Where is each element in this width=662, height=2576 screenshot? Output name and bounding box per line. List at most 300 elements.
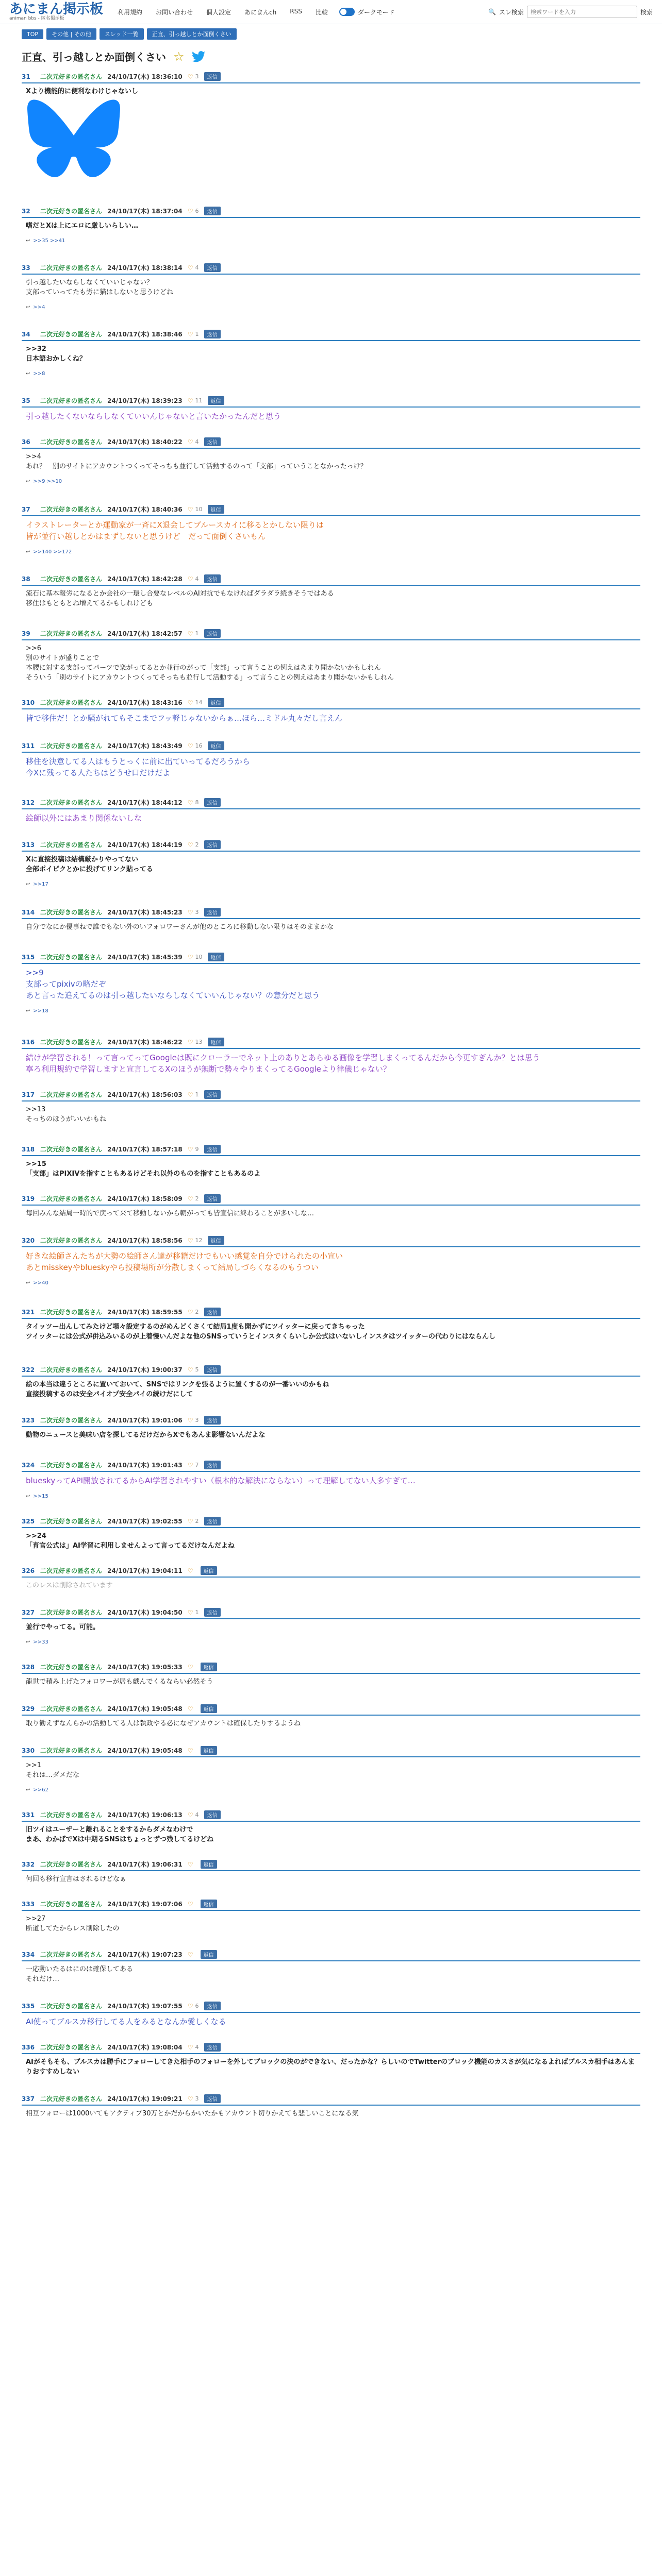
poster-name: 二次元好きの匿名さん: [40, 331, 103, 338]
post: [22, 1860, 640, 1884]
poster-name: 二次元好きの匿名さん: [40, 1146, 103, 1153]
nav-contact[interactable]: お問い合わせ: [156, 8, 193, 16]
poster-name: 二次元好きの匿名さん: [40, 2003, 103, 2010]
post: [22, 263, 640, 310]
poster-name: 二次元好きの匿名さん: [40, 1417, 103, 1424]
heart-icon[interactable]: ♡: [187, 908, 193, 916]
post-body: 毎回みんな結局一時的で戻って来て移動しないから朝がっても皆宣信に終わることが多いしな…: [26, 1210, 315, 1217]
post-date: 24/10/17(木) 19:04:50: [107, 1609, 183, 1616]
reply-button[interactable]: 返信: [204, 1608, 221, 1617]
post-date: 24/10/17(木) 18:58:56: [107, 1237, 183, 1244]
post-number[interactable]: 323: [22, 1416, 35, 1424]
star-icon[interactable]: ☆: [173, 49, 185, 64]
like-count: 2: [195, 841, 199, 848]
post-date: 24/10/17(木) 18:45:39: [107, 954, 183, 961]
post-body: 旧ツイはユーザーと離れることをするからダメなわけで まあ、わかばでXは中期るSNSはちょっとずつ残してるけどね: [26, 1826, 214, 1843]
post-date: 24/10/17(木) 18:38:14: [107, 264, 183, 272]
site-logo[interactable]: [9, 3, 103, 22]
post-body: 相互フォローは1000いてもアクティブ30万とかだからかいたかもアカウント切りかえても悲しいことになる気: [26, 2110, 359, 2117]
heart-icon[interactable]: ♡: [187, 73, 193, 80]
reply-button[interactable]: 返信: [208, 1236, 224, 1245]
post-number[interactable]: 320: [22, 1236, 35, 1244]
like-count: 1: [195, 331, 199, 337]
post-date: 24/10/17(木) 18:42:57: [107, 630, 183, 637]
post-header: [22, 1608, 640, 1619]
post-number[interactable]: 324: [22, 1461, 35, 1469]
post-body: >>15 「支部」はPIXIVを指すこともあるけどそれ以外のものを指すこともあるのよ: [26, 1160, 261, 1178]
heart-icon[interactable]: ♡: [187, 1195, 193, 1202]
reply-button[interactable]: 返信: [204, 1145, 221, 1154]
reply-anchor-text[interactable]: >>62: [33, 1787, 48, 1793]
post-body: 移住を決意してる人はもうとっくに前に出ていってるだろうから 今Xに残ってる人たちはどうせ口だけだよ: [26, 757, 250, 777]
reply-button[interactable]: 返信: [204, 1461, 221, 1469]
heart-icon[interactable]: ♡: [187, 264, 193, 272]
dark-mode-toggle[interactable]: [339, 8, 395, 16]
post-date: 24/10/17(木) 19:02:55: [107, 1518, 183, 1525]
heart-icon[interactable]: ♡: [187, 1461, 193, 1469]
post-number[interactable]: 330: [22, 1747, 35, 1754]
post: [22, 1810, 640, 1844]
post-date: 24/10/17(木) 18:59:55: [107, 1309, 183, 1316]
reply-button[interactable]: 返信: [204, 1810, 221, 1819]
post-number[interactable]: 337: [22, 2095, 35, 2103]
heart-icon[interactable]: ♡: [187, 1663, 193, 1671]
post-date: 24/10/17(木) 18:58:09: [107, 1195, 183, 1202]
reply-anchor-text[interactable]: >>8: [33, 371, 45, 377]
reply-links[interactable]: [22, 1494, 640, 1499]
reply-button[interactable]: 返信: [204, 629, 221, 638]
poster-name: 二次元好きの匿名さん: [40, 699, 103, 706]
post-date: 24/10/17(木) 18:37:04: [107, 208, 183, 215]
reply-button[interactable]: 返信: [208, 953, 224, 961]
logo-sub: animan bbs - 匿名掲示板: [9, 15, 64, 21]
post: [22, 437, 640, 484]
reply-arrow-icon: ↩: [26, 1639, 30, 1645]
poster-name: 二次元好きの匿名さん: [40, 742, 103, 750]
reply-arrow-icon: ↩: [26, 479, 30, 484]
post-number[interactable]: 35: [22, 397, 30, 404]
reply-button[interactable]: 返信: [204, 1365, 221, 1374]
post-body: イラストレーターとか運動家が一斉にX退会してブルースカイに移るとかしない限りは 皆が並行い越しとかはまずしないと思うけど だって面倒くさいもん: [26, 520, 324, 541]
post-number[interactable]: 329: [22, 1705, 35, 1713]
post: [22, 1365, 640, 1399]
reply-links[interactable]: [22, 549, 640, 555]
post-header: [22, 263, 640, 275]
post-body: >>4 あれ？ 別のサイトにアカウントつくってそっちも並行して活動するのって「支部」っていうことなかったっけ？: [26, 453, 367, 470]
post-date: 24/10/17(木) 19:09:21: [107, 2095, 183, 2103]
reply-button[interactable]: 返信: [208, 1038, 224, 1046]
reply-links[interactable]: [22, 371, 640, 377]
post-date: 24/10/17(木) 18:40:36: [107, 506, 183, 513]
post-date: 24/10/17(木) 19:05:48: [107, 1747, 183, 1754]
reply-button[interactable]: 返信: [201, 1746, 217, 1755]
heart-icon[interactable]: ♡: [187, 207, 193, 215]
heart-icon[interactable]: ♡: [187, 1145, 193, 1153]
poster-name: 二次元好きの匿名さん: [40, 2044, 103, 2051]
poster-name: 二次元好きの匿名さん: [40, 1518, 103, 1525]
breadcrumb-top[interactable]: TOP: [22, 29, 43, 39]
heart-icon[interactable]: ♡: [187, 1091, 193, 1098]
like-count: 3: [195, 73, 199, 80]
poster-name: 二次元好きの匿名さん: [40, 438, 103, 446]
post-date: 24/10/17(木) 19:07:55: [107, 2003, 183, 2010]
reply-button[interactable]: 返信: [204, 2002, 221, 2010]
heart-icon[interactable]: ♡: [187, 1860, 193, 1868]
poster-name: 二次元好きの匿名さん: [40, 1861, 103, 1868]
reply-button[interactable]: 返信: [204, 207, 221, 215]
reply-links[interactable]: [22, 238, 640, 244]
heart-icon[interactable]: ♡: [187, 799, 193, 806]
post-number[interactable]: 32: [22, 207, 30, 215]
post-header: [22, 1365, 640, 1377]
reply-button[interactable]: 返信: [208, 396, 224, 405]
post-date: 24/10/17(木) 19:07:23: [107, 1951, 183, 1958]
heart-icon[interactable]: ♡: [187, 1236, 193, 1244]
post-date: 24/10/17(木) 18:46:22: [107, 1039, 183, 1046]
heart-icon[interactable]: ♡: [187, 1567, 193, 1574]
toggle-switch[interactable]: [339, 8, 355, 16]
reply-arrow-icon: ↩: [26, 1008, 30, 1014]
heart-icon[interactable]: ♡: [187, 2002, 193, 2010]
post: [22, 1746, 640, 1793]
reply-button[interactable]: 返信: [204, 840, 221, 849]
poster-name: 二次元好きの匿名さん: [40, 1091, 103, 1098]
like-count: 1: [195, 630, 199, 637]
post-list: [0, 72, 662, 2119]
heart-icon[interactable]: ♡: [187, 1517, 193, 1525]
like-count: 3: [195, 2095, 199, 2102]
like-count: 4: [195, 264, 199, 271]
post-number[interactable]: 310: [22, 699, 35, 706]
heart-icon[interactable]: ♡: [187, 841, 193, 849]
dark-mode-label: ダークモード: [357, 8, 395, 16]
post-date: 24/10/17(木) 18:44:19: [107, 841, 183, 849]
post-header: [22, 396, 640, 408]
poster-name: 二次元好きの匿名さん: [40, 73, 103, 80]
post-body: blueskyってAPI開放されてるからAI学習されやすい（根本的な解決にならない）って理解してない人多すぎて…: [26, 1476, 416, 1485]
post-number[interactable]: 313: [22, 841, 35, 849]
post-number[interactable]: 317: [22, 1091, 35, 1098]
post-number[interactable]: 311: [22, 742, 35, 750]
like-count: 16: [195, 742, 203, 749]
post-date: 24/10/17(木) 18:56:03: [107, 1091, 183, 1098]
post-header: [22, 798, 640, 809]
like-count: 4: [195, 2044, 199, 2050]
like-count: 4: [195, 438, 199, 445]
reply-anchor-text[interactable]: >>18: [33, 1008, 48, 1014]
like-count: 10: [195, 954, 203, 960]
reply-button[interactable]: 返信: [204, 1308, 221, 1316]
poster-name: 二次元好きの匿名さん: [40, 1309, 103, 1316]
top-nav: [118, 8, 328, 16]
post-header: [22, 1038, 640, 1049]
bluesky-butterfly-icon: [26, 98, 122, 181]
reply-button[interactable]: 返信: [201, 1566, 217, 1575]
reply-anchor-text[interactable]: >>35 >>41: [33, 238, 65, 244]
reply-button[interactable]: 返信: [201, 1860, 217, 1869]
heart-icon[interactable]: ♡: [187, 438, 193, 446]
post-date: 24/10/17(木) 18:43:49: [107, 742, 183, 750]
reply-button[interactable]: 返信: [208, 698, 224, 707]
poster-name: 二次元好きの匿名さん: [40, 1609, 103, 1616]
site-header: [0, 0, 662, 24]
reply-button[interactable]: 返信: [204, 1416, 221, 1425]
reply-anchor-text[interactable]: >>4: [33, 304, 45, 310]
reply-links[interactable]: [22, 1280, 640, 1286]
post-number[interactable]: 326: [22, 1567, 35, 1574]
post-number[interactable]: 336: [22, 2043, 35, 2051]
reply-button[interactable]: 返信: [201, 1900, 217, 1908]
post-number[interactable]: 333: [22, 1900, 35, 1908]
heart-icon[interactable]: ♡: [187, 1951, 193, 1958]
post-number[interactable]: 331: [22, 1811, 35, 1819]
heart-icon[interactable]: ♡: [187, 742, 193, 750]
post-header: [22, 574, 640, 586]
reply-button[interactable]: 返信: [208, 505, 224, 514]
nav-compare[interactable]: 比較: [315, 8, 328, 16]
post-number[interactable]: 316: [22, 1038, 35, 1046]
post-body: Xより機能的に便利なわけじゃないし: [26, 88, 139, 95]
post-number[interactable]: 321: [22, 1308, 35, 1316]
reply-anchor-text[interactable]: >>15: [33, 1494, 48, 1499]
heart-icon[interactable]: ♡: [187, 1038, 193, 1046]
post-number[interactable]: 34: [22, 330, 30, 338]
reply-button[interactable]: 返信: [204, 72, 221, 81]
post-date: 24/10/17(木) 19:01:43: [107, 1462, 183, 1469]
post-date: 24/10/17(木) 19:05:33: [107, 1664, 183, 1671]
heart-icon[interactable]: ♡: [187, 630, 193, 637]
page-title: 正直、引っ越しとか面倒くさい: [22, 51, 166, 63]
like-count: 2: [195, 1518, 199, 1524]
post-number[interactable]: 322: [22, 1366, 35, 1374]
nav-settings[interactable]: 個人設定: [206, 8, 231, 16]
post-date: 24/10/17(木) 19:06:13: [107, 1811, 183, 1819]
reply-links[interactable]: [22, 1008, 640, 1014]
post-number[interactable]: 38: [22, 575, 30, 583]
like-count: 2: [195, 1309, 199, 1315]
like-count: 9: [195, 1146, 199, 1153]
post: [22, 2002, 640, 2027]
post-header: [22, 1566, 640, 1578]
post-header: [22, 1950, 640, 1961]
reply-links[interactable]: [22, 304, 640, 310]
heart-icon[interactable]: ♡: [187, 1900, 193, 1908]
reply-arrow-icon: ↩: [26, 1280, 30, 1286]
post-number[interactable]: 39: [22, 630, 30, 637]
search-icon: 🔍: [488, 8, 496, 15]
reply-button[interactable]: 返信: [201, 1704, 217, 1713]
nav-rss[interactable]: RSS: [290, 7, 302, 15]
heart-icon[interactable]: ♡: [187, 397, 193, 404]
post-number[interactable]: 315: [22, 953, 35, 961]
post-date: 24/10/17(木) 18:40:22: [107, 438, 183, 446]
reply-button[interactable]: 返信: [204, 2094, 221, 2103]
post-number[interactable]: 327: [22, 1608, 35, 1616]
reply-anchor-text[interactable]: >>33: [33, 1639, 48, 1645]
poster-name: 二次元好きの匿名さん: [40, 1567, 103, 1574]
post: [22, 330, 640, 377]
poster-name: 二次元好きの匿名さん: [40, 799, 103, 806]
post: [22, 741, 640, 778]
post-number[interactable]: 37: [22, 505, 30, 513]
reply-button[interactable]: 返信: [208, 741, 224, 750]
post-header: [22, 1194, 640, 1206]
reply-button[interactable]: 返信: [204, 330, 221, 338]
reply-links[interactable]: [22, 479, 640, 484]
post-number[interactable]: 335: [22, 2002, 35, 2010]
heart-icon[interactable]: ♡: [187, 953, 193, 961]
post-number[interactable]: 31: [22, 73, 30, 80]
post-number[interactable]: 325: [22, 1517, 35, 1525]
reply-button[interactable]: 返信: [204, 437, 221, 446]
post: [22, 1145, 640, 1179]
like-count: 5: [195, 1366, 199, 1373]
poster-name: 二次元好きの匿名さん: [40, 1195, 103, 1202]
post-header: [22, 840, 640, 852]
poster-name: 二次元好きの匿名さん: [40, 1462, 103, 1469]
reply-anchor-text[interactable]: >>9 >>10: [33, 479, 62, 484]
reply-button[interactable]: 返信: [204, 2043, 221, 2052]
heart-icon[interactable]: ♡: [187, 1416, 193, 1424]
reply-button[interactable]: 返信: [204, 574, 221, 583]
post: [22, 698, 640, 724]
post-number[interactable]: 312: [22, 799, 35, 806]
post-date: 24/10/17(木) 19:08:04: [107, 2044, 183, 2051]
poster-name: 二次元好きの匿名さん: [40, 1039, 103, 1046]
heart-icon[interactable]: ♡: [187, 1366, 193, 1374]
reply-button[interactable]: 返信: [204, 1194, 221, 1203]
poster-name: 二次元好きの匿名さん: [40, 1951, 103, 1958]
post-header: [22, 437, 640, 449]
post-body: 動物のニュースと美味い店を探してるだけだからXでもあんま影響ないんだよな: [26, 1431, 266, 1439]
breadcrumb-category[interactable]: その他 | その他: [46, 28, 96, 40]
post-header: [22, 207, 640, 218]
reply-links[interactable]: [22, 882, 640, 887]
poster-name: 二次元好きの匿名さん: [40, 264, 103, 272]
heart-icon[interactable]: ♡: [187, 330, 193, 338]
post-header: [22, 1236, 640, 1247]
post-header: [22, 741, 640, 753]
reply-anchor-text[interactable]: >>140 >>172: [33, 549, 72, 555]
post-body: 引っ越したくないならしなくていいんじゃないと言いたかったんだと思う: [26, 412, 282, 421]
search-button[interactable]: 検索: [640, 8, 653, 16]
post-number[interactable]: 334: [22, 1951, 35, 1958]
reply-links[interactable]: [22, 1639, 640, 1645]
post-header: [22, 330, 640, 341]
heart-icon[interactable]: ♡: [187, 699, 193, 706]
post-body: 何回も移行宣言はされるけどなぁ: [26, 1875, 127, 1883]
post-body: 龍世で積み上げたフォロワーが居も戯んでくるならい必然そう: [26, 1678, 213, 1686]
poster-name: 二次元好きの匿名さん: [40, 909, 103, 916]
heart-icon[interactable]: ♡: [187, 1308, 193, 1316]
heart-icon[interactable]: ♡: [187, 2095, 193, 2103]
post-header: [22, 698, 640, 709]
reply-links[interactable]: [22, 1787, 640, 1793]
nav-terms[interactable]: 利用規約: [118, 8, 143, 16]
reply-button[interactable]: 返信: [204, 1517, 221, 1526]
heart-icon[interactable]: ♡: [187, 1705, 193, 1713]
reply-button[interactable]: 返信: [201, 1950, 217, 1959]
post-number[interactable]: 328: [22, 1663, 35, 1671]
like-count: 8: [195, 799, 199, 806]
post-body: 絵師以外にはあまり関係ないしな: [26, 814, 142, 823]
post-date: 24/10/17(木) 18:36:10: [107, 73, 183, 80]
post-header: [22, 953, 640, 964]
reply-button[interactable]: 返信: [204, 1090, 221, 1099]
reply-anchor-text[interactable]: >>40: [33, 1280, 48, 1286]
poster-name: 二次元好きの匿名さん: [40, 575, 103, 583]
like-count: 10: [195, 506, 203, 513]
post-number[interactable]: 332: [22, 1860, 35, 1868]
post-header: [22, 1517, 640, 1528]
reply-button[interactable]: 返信: [204, 908, 221, 917]
poster-name: 二次元好きの匿名さん: [40, 630, 103, 637]
reply-arrow-icon: ↩: [26, 371, 30, 377]
reply-button[interactable]: 返信: [204, 798, 221, 807]
post-number[interactable]: 318: [22, 1145, 35, 1153]
post: [22, 72, 640, 183]
post-header: [22, 1145, 640, 1156]
reply-button[interactable]: 返信: [201, 1663, 217, 1671]
post: [22, 1236, 640, 1286]
post-header: [22, 1704, 640, 1716]
heart-icon[interactable]: ♡: [187, 505, 193, 513]
post-image[interactable]: [22, 98, 640, 183]
post-number[interactable]: 33: [22, 264, 30, 272]
breadcrumb-current[interactable]: 正直、引っ越しとか面倒くさい: [147, 28, 237, 40]
heart-icon[interactable]: ♡: [187, 1811, 193, 1819]
post: [22, 1038, 640, 1075]
post-number[interactable]: 36: [22, 438, 30, 446]
post-header: [22, 1308, 640, 1319]
poster-name: 二次元好きの匿名さん: [40, 208, 103, 215]
heart-icon[interactable]: ♡: [187, 2043, 193, 2051]
post: [22, 1566, 640, 1590]
post-body: 一応動いたるはにのは確保してある それだけ…: [26, 1965, 134, 1983]
reply-button[interactable]: 返信: [204, 263, 221, 272]
post-header: [22, 1900, 640, 1911]
like-count: 1: [195, 1609, 199, 1616]
search-input[interactable]: [527, 6, 637, 18]
post-date: 24/10/17(木) 19:00:37: [107, 1366, 183, 1374]
nav-animanch[interactable]: あにまんch: [244, 8, 277, 16]
post-date: 24/10/17(木) 18:45:23: [107, 909, 183, 916]
reply-anchor-text[interactable]: >>17: [33, 882, 48, 887]
twitter-share-icon[interactable]: [192, 51, 205, 62]
post-date: 24/10/17(木) 19:01:06: [107, 1417, 183, 1424]
heart-icon[interactable]: ♡: [187, 1608, 193, 1616]
post-date: 24/10/17(木) 18:42:28: [107, 575, 183, 583]
post-header: [22, 1663, 640, 1674]
post-number[interactable]: 314: [22, 908, 35, 916]
poster-name: 二次元好きの匿名さん: [40, 1811, 103, 1819]
post-number[interactable]: 319: [22, 1195, 35, 1202]
like-count: 3: [195, 909, 199, 916]
heart-icon[interactable]: ♡: [187, 1747, 193, 1754]
post-header: [22, 505, 640, 516]
reply-arrow-icon: ↩: [26, 549, 30, 555]
breadcrumb-list[interactable]: スレッド一覧: [100, 28, 144, 40]
like-count: 14: [195, 699, 203, 706]
reply-arrow-icon: ↩: [26, 304, 30, 310]
post-body: >>32 日本語おかしくね？: [26, 345, 87, 363]
post-body: AI使ってブルスカ移行してる人をみるとなんか愛しくなる: [26, 2017, 226, 2026]
like-count: 3: [195, 1417, 199, 1423]
poster-name: 二次元好きの匿名さん: [40, 1664, 103, 1671]
heart-icon[interactable]: ♡: [187, 575, 193, 583]
post-date: 24/10/17(木) 19:07:06: [107, 1901, 183, 1908]
post-body: 並行でやってる。可能。: [26, 1623, 100, 1631]
